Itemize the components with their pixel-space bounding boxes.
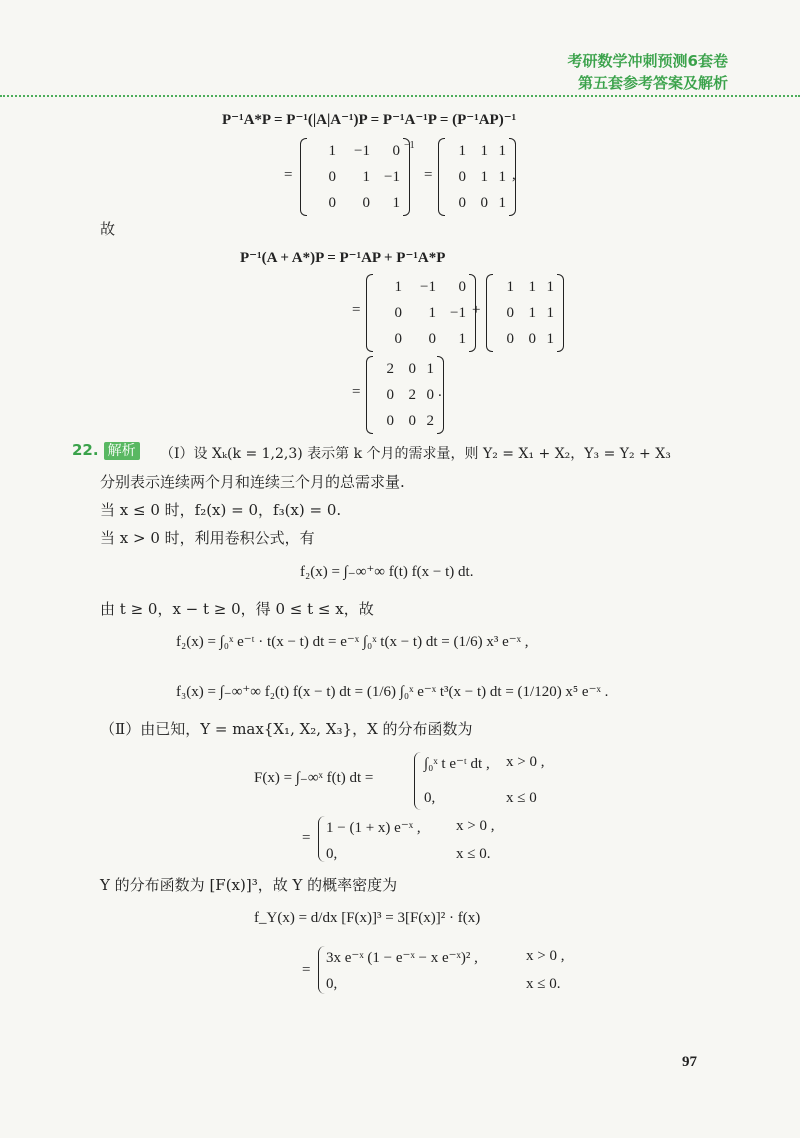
matrix-cell: 0 [328,195,336,211]
matrix-cell: 1 [498,195,506,211]
matrix-cell: 2 [386,361,394,377]
matrix-cell: 1 [498,143,506,159]
question-number: 22. [72,441,99,459]
matrix-cell: 0 [394,331,402,347]
q22-part-2: （Ⅱ）由已知，Y = max{X₁, X₂, X₃}，X 的分布函数为 [100,720,473,738]
piecewise-brace [318,816,325,862]
header-subtitle: 第五套参考答案及解析 [577,74,728,92]
matrix-cell: −1 [450,305,466,321]
equation-1: P⁻¹A*P = P⁻¹(|A|A⁻¹)P = P⁻¹A⁻¹P = (P⁻¹AP)⁻¹ [222,112,517,128]
matrix-2 [438,138,516,216]
matrix-cell: 0 [458,169,466,185]
fY-case-1-condition: x > 0 , [526,948,565,964]
matrix-cell: 1 [506,279,514,295]
matrix-cell: 1 [394,279,402,295]
period: . [438,384,442,400]
equals-sign: = [284,167,293,183]
matrix-cell: 2 [408,387,416,403]
matrix-cell: 0 [408,361,416,377]
matrix-cell: 0 [386,413,394,429]
fY-definition: f_Y(x) = d/dx [F(x)]³ = 3[F(x)]² · f(x) [254,910,481,926]
matrix-cell: 0 [458,195,466,211]
q22-line-6: Y 的分布函数为 [F(x)]³，故 Y 的概率密度为 [100,876,398,894]
matrix-cell: 0 [506,305,514,321]
equals-sign: = [302,962,311,978]
matrix-cell: 0 [392,143,400,159]
fY-case-1: 3x e⁻ˣ (1 − e⁻ˣ − x e⁻ˣ)² , [326,950,478,966]
question-22-heading [72,440,140,460]
fY-case-2-condition: x ≤ 0. [526,976,561,992]
matrix-cell: 1 [528,305,536,321]
matrix-cell: 0 [394,305,402,321]
matrix-cell: 1 [426,361,434,377]
equals-sign: = [352,302,361,318]
matrix-cell: 0 [480,195,488,211]
matrix-1 [300,138,410,216]
matrix-cell: −1 [384,169,400,185]
matrix-cell: −1 [420,279,436,295]
matrix-1-inverse-sup: −1 [404,140,415,151]
analysis-badge: 解析 [104,442,140,460]
matrix-cell: 0 [428,331,436,347]
matrix-cell: 1 [328,143,336,159]
matrix-cell: 0 [506,331,514,347]
header-divider [0,95,800,97]
matrix-cell: 0 [528,331,536,347]
F-case-1-condition: x > 0 , [506,754,545,770]
matrix-4 [486,274,564,352]
equals-sign: = [302,830,311,846]
F-definition: F(x) = ∫₋∞ˣ f(t) dt = [254,770,374,786]
matrix-cell: −1 [354,143,370,159]
matrix-cell: 1 [546,305,554,321]
equation-2: P⁻¹(A + A*)P = P⁻¹AP + P⁻¹A*P [240,250,446,266]
matrix-cell: 0 [328,169,336,185]
matrix-cell: 1 [458,143,466,159]
fY-case-2: 0, [326,976,338,992]
page-number: 97 [682,1054,697,1070]
F-case-2: 0, [424,790,436,806]
convolution-formula: f₂(x) = ∫₋∞⁺∞ f(t) f(x − t) dt. [300,564,474,580]
F2-case-2: 0, [326,846,338,862]
matrix-cell: 1 [498,169,506,185]
text-gu: 故 [100,220,116,238]
plus-sign: + [472,302,481,318]
F2-case-2-condition: x ≤ 0. [456,846,491,862]
q22-line-1: （Ⅰ）设 Xₖ(k = 1,2,3) 表示第 k 个月的需求量，则 Y₂ = X₁ + X₂，Y₃ = Y₂ + X₃ [160,446,671,462]
matrix-cell: 1 [546,331,554,347]
matrix-cell: 1 [528,279,536,295]
matrix-cell: 1 [480,169,488,185]
F-case-1: ∫₀ˣ t e⁻ᵗ dt , [424,756,490,772]
q22-line-3: 当 x ≤ 0 时，f₂(x) = 0，f₃(x) = 0. [100,501,342,519]
q22-line-4: 当 x > 0 时，利用卷积公式，有 [100,529,315,547]
comma: , [512,167,516,183]
matrix-cell: 1 [480,143,488,159]
matrix-cell: 0 [386,387,394,403]
piecewise-brace [414,752,421,810]
matrix-cell: 0 [458,279,466,295]
matrix-cell: 0 [362,195,370,211]
matrix-cell: 1 [362,169,370,185]
matrix-cell: 2 [426,413,434,429]
F2-case-1: 1 − (1 + x) e⁻ˣ , [326,820,421,836]
matrix-cell: 1 [392,195,400,211]
matrix-cell: 1 [428,305,436,321]
q22-line-5: 由 t ≥ 0，x − t ≥ 0，得 0 ≤ t ≤ x，故 [100,600,374,618]
F-case-2-condition: x ≤ 0 [506,790,537,806]
header-title: 考研数学冲刺预测6套卷 [567,52,728,70]
matrix-cell: 1 [546,279,554,295]
matrix-3 [366,274,476,352]
equals-sign: = [424,167,433,183]
matrix-cell: 1 [458,331,466,347]
f2-derivation: f₂(x) = ∫₀ˣ e⁻ᵗ · t(x − t) dt = e⁻ˣ ∫₀ˣ t(x − t) dt = (1/6) x³ e⁻ˣ , [176,634,529,650]
F2-case-1-condition: x > 0 , [456,818,495,834]
piecewise-brace [318,946,325,994]
f3-derivation: f₃(x) = ∫₋∞⁺∞ f₂(t) f(x − t) dt = (1/6) ∫₀ˣ e⁻ˣ t³(x − t) dt = (1/120) x⁵ e⁻ˣ . [176,684,609,700]
q22-line-2: 分别表示连续两个月和连续三个月的总需求量. [100,473,405,491]
matrix-cell: 0 [426,387,434,403]
matrix-5 [366,356,444,434]
matrix-cell: 0 [408,413,416,429]
equals-sign: = [352,384,361,400]
